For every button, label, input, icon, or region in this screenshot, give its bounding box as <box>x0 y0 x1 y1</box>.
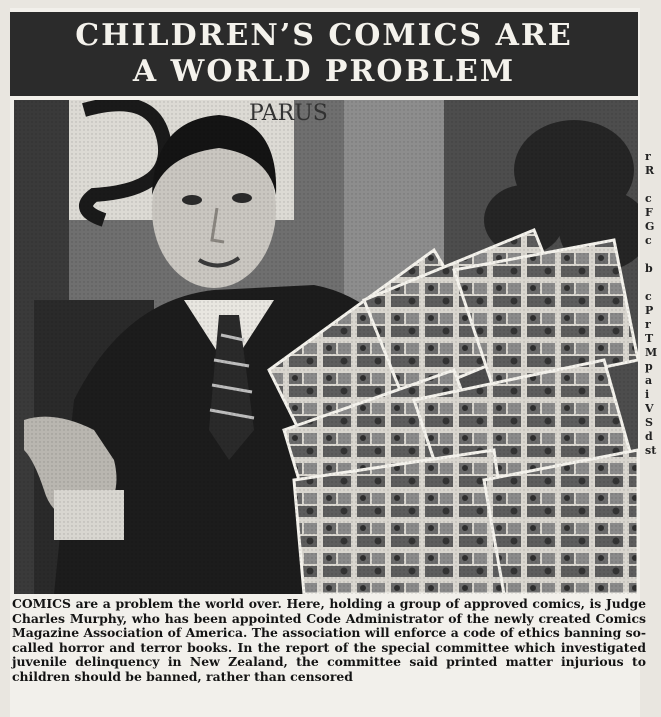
caption-body: are a problem the world over. Here, holding a group of approved comics, is Judge Charles Murphy, who has been appointed Code Administrator of the newly created Comics Magazine Association of America. The association will enforce a code of ethics banning so-called horror and terror books. In the report of the special committee which investigated juvenile delinquency in New Zealand, the committee said printed matter injurious to children should be banned, rather than censored <box>12 596 646 684</box>
column-fragment: c <box>645 192 652 205</box>
column-fragment: M <box>645 346 658 359</box>
column-fragment <box>645 178 661 192</box>
column-fragment: V <box>645 402 654 415</box>
headline-line-1: CHILDREN’S COMICS ARE <box>75 18 573 53</box>
headline-banner <box>10 12 638 96</box>
column-fragment: d <box>645 430 653 443</box>
column-fragment <box>645 276 661 290</box>
column-fragment: st <box>645 444 657 457</box>
column-fragment: S <box>645 416 653 429</box>
column-fragment: P <box>645 304 654 317</box>
column-fragment: i <box>645 388 650 401</box>
column-fragment: F <box>645 206 653 219</box>
column-fragment: c <box>645 290 652 303</box>
column-fragment: a <box>645 374 653 387</box>
caption-lead: COMICS <box>12 596 71 611</box>
column-fragment: c <box>645 234 652 247</box>
column-fragment <box>645 248 661 262</box>
column-fragment: r <box>645 318 651 331</box>
column-fragment: b <box>645 262 653 275</box>
photo-illustration <box>14 100 638 594</box>
column-fragment: R <box>645 164 655 177</box>
photo-caption <box>12 597 646 685</box>
news-photo <box>14 100 638 594</box>
column-fragment: T <box>645 332 654 345</box>
column-fragment: r <box>645 150 651 163</box>
column-fragment: p <box>645 360 653 373</box>
column-fragment: G <box>645 220 655 233</box>
adjacent-column-fragment <box>645 150 661 550</box>
headline-line-2: A WORLD PROBLEM <box>132 54 516 89</box>
